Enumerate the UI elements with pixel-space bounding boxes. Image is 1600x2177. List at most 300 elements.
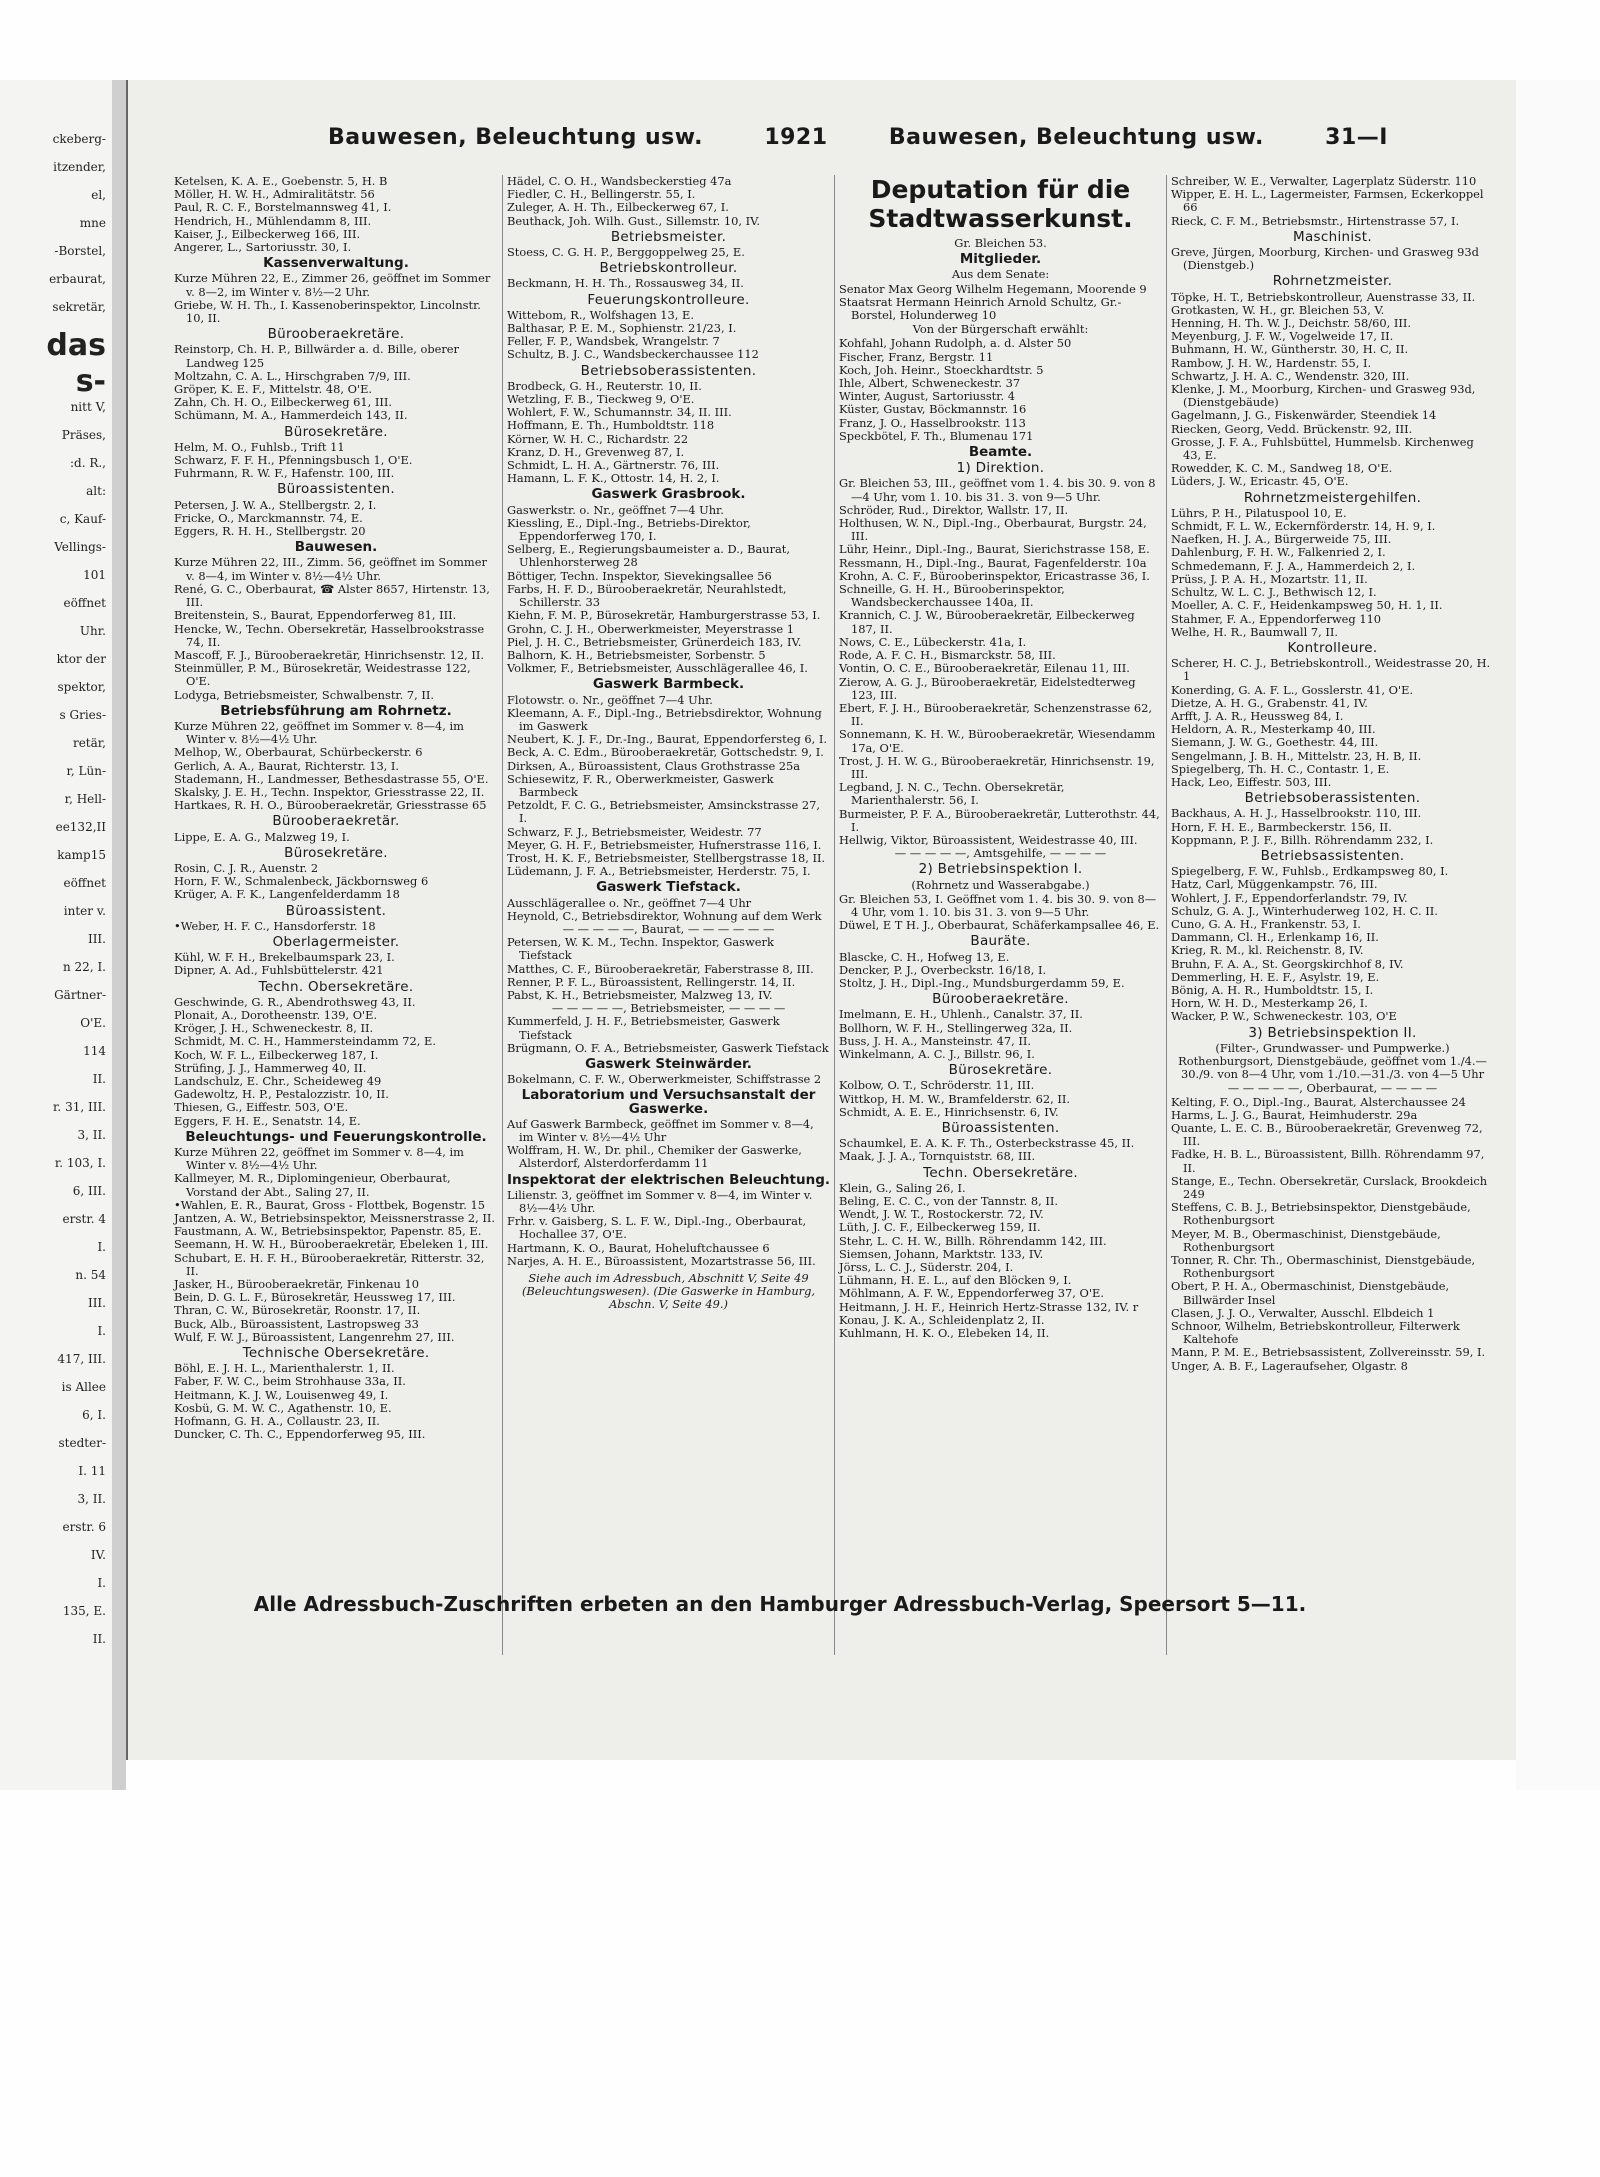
- directory-entry: Demmerling, H. E. F., Asylstr. 19, E.: [1171, 969, 1380, 984]
- directory-entry: Bokelmann, C. F. W., Oberwerkmeister, Schiffstrasse 2: [507, 1072, 822, 1087]
- directory-entry: Unger, A. B. F., Lageraufseher, Olgastr. 8: [1171, 1358, 1408, 1373]
- directory-entry: Rieck, C. F. M., Betriebsmstr., Hirtenstrasse 57, I.: [1171, 213, 1460, 228]
- previous-page-fragment: III.: [87, 932, 106, 946]
- directory-entry: Renner, P. F. L., Büroassistent, Rellingerstr. 14, II.: [507, 974, 796, 989]
- directory-entry: Beckmann, H. H. Th., Rossausweg 34, II.: [507, 276, 744, 291]
- directory-entry: Riecken, Georg, Vedd. Brückenstr. 92, III.: [1171, 421, 1413, 436]
- directory-entry: Eggers, F. H. E., Senatstr. 14, E.: [174, 1113, 361, 1128]
- directory-entry: Ressmann, H., Dipl.-Ing., Baurat, Fagenfelderstr. 10a: [839, 555, 1147, 570]
- sub-heading: (Filter-, Grundwasser- und Pumpwerke.) Rothenburgsort, Dienstgebäude, geöffnet vom 1./4.—30./9. von 8—4 Uhr, vom 1./10.—31./3. von 4—5 Uhr: [1178, 1040, 1487, 1082]
- directory-entry: Stademann, H., Landmesser, Bethesdastrasse 55, O'E.: [174, 771, 489, 786]
- directory-entry: Horn, F. H. E., Barmbeckerstr. 156, II.: [1171, 819, 1392, 834]
- previous-page-fragment: eöffnet: [63, 876, 106, 890]
- directory-entry: Stehr, L. C. H. W., Billh. Röhrendamm 142, III.: [839, 1233, 1107, 1248]
- directory-entry: Lüders, J. W., Ericastr. 45, O'E.: [1171, 474, 1349, 489]
- directory-entry: Fadke, H. B. L., Büroassistent, Billh. Röhrendamm 97, II.: [1171, 1147, 1485, 1175]
- previous-page-fragment: 6, III.: [72, 1184, 106, 1198]
- previous-page-fragment: Vellings-: [54, 540, 106, 554]
- directory-entry: Meyer, G. H. F., Betriebsmeister, Hufnerstrasse 116, I.: [507, 837, 822, 852]
- directory-entry: Quante, L. E. C. B., Bürooberaekretär, Grevenweg 72, III.: [1171, 1121, 1483, 1149]
- directory-entry: Buss, J. H. A., Mansteinstr. 47, II.: [839, 1033, 1031, 1048]
- previous-page-fragment: II.: [92, 1632, 106, 1646]
- section-heading: Bauräte.: [970, 933, 1031, 950]
- directory-entry: Konerding, G. A. F. L., Gosslerstr. 41, O'E.: [1171, 682, 1414, 697]
- directory-entry: Winter, August, Sartoriusstr. 4: [839, 389, 1015, 404]
- directory-entry: Petzoldt, F. C. G., Betriebsmeister, Amsinckstrasse 27, I.: [507, 798, 820, 826]
- column-container: [170, 175, 1500, 1655]
- directory-entry: Grosse, J. F. A., Fuhlsbüttel, Hummelsb. Kirchenweg 43, E.: [1171, 434, 1474, 463]
- directory-entry: Kühl, W. F. H., Brekelbaumspark 23, I.: [174, 950, 395, 965]
- previous-page-fragment: eöffnet: [63, 596, 106, 610]
- directory-entry: René, G. C., Oberbaurat, ☎ Alster 8657, Hirtenstr. 13, III.: [174, 581, 490, 610]
- section-heading: Büroassistent.: [285, 902, 387, 919]
- directory-entry: Kiessling, E., Dipl.-Ing., Betriebs-Direktor, Eppendorferweg 170, I.: [507, 515, 751, 544]
- directory-entry: Schmidt, L. H. A., Gärtnerstr. 76, III.: [507, 458, 720, 473]
- previous-page-fragment: alt:: [86, 484, 106, 498]
- directory-entry: Faber, F. W. C., beim Strohhause 33a, II.: [174, 1374, 406, 1389]
- directory-entry: Bönig, A. H. R., Humboldtstr. 15, I.: [1171, 982, 1374, 997]
- previous-page-fragment: nitt V,: [70, 400, 106, 414]
- directory-entry: Backhaus, A. H. J., Hasselbrookstr. 110, III.: [1171, 806, 1422, 821]
- directory-entry: Stoess, C. G. H. P., Berggoppelweg 25, E.: [507, 245, 745, 260]
- directory-entry: Beling, E. C. C., von der Tannstr. 8, II.: [839, 1194, 1059, 1209]
- directory-entry: Petersen, J. W. A., Stellbergstr. 2, I.: [174, 497, 377, 512]
- directory-entry: Dipner, A. Ad., Fuhlsbüttelerstr. 421: [174, 963, 384, 978]
- previous-page-fragment: :d. R.,: [69, 456, 106, 470]
- directory-entry: Horn, F. W., Schmalenbeck, Jäckbornsweg 6: [174, 874, 429, 889]
- directory-entry: Klenke, J. M., Moorburg, Kirchen- und Grasweg 93d, (Dienstgebäude): [1171, 382, 1476, 410]
- section-heading: Rohrnetzmeister.: [1272, 273, 1393, 290]
- directory-entry: Fuhrmann, R. W. F., Hafenstr. 100, III.: [174, 466, 395, 481]
- directory-entry: Dietze, A. H. G., Grabenstr. 41, IV.: [1171, 695, 1368, 710]
- directory-entry: Volkmer, F., Betriebsmeister, Ausschlägerallee 46, I.: [507, 661, 808, 676]
- directory-entry: Schmidt, M. C. H., Hammersteindamm 72, E.: [174, 1034, 436, 1049]
- directory-entry: Balthasar, P. E. M., Sophienstr. 21/23, I.: [507, 321, 737, 336]
- directory-entry: Wetzling, F. B., Tieckweg 9, O'E.: [507, 392, 695, 407]
- directory-entry: Thiesen, G., Eiffestr. 503, O'E.: [174, 1100, 349, 1115]
- directory-entry: Farbs, H. F. D., Bürooberaekretär, Neurahlstedt, Schillerstr. 33: [507, 581, 787, 610]
- directory-entry: Lüth, J. C. F., Eilbeckerweg 159, II.: [839, 1220, 1041, 1235]
- directory-entry: Seemann, H. W. H., Bürooberaekretär, Ebeleken 1, III.: [174, 1237, 489, 1252]
- directory-entry: Pabst, K. H., Betriebsmeister, Malzweg 13, IV.: [507, 987, 773, 1002]
- section-heading: Maschinist.: [1293, 228, 1372, 245]
- section-heading: Betriebsassistenten.: [1260, 847, 1405, 864]
- directory-entry: Rowedder, K. C. M., Sandweg 18, O'E.: [1171, 461, 1393, 476]
- directory-entry: Töpke, H. T., Betriebskontrolleur, Auenstrasse 33, II.: [1171, 289, 1476, 304]
- directory-entry: Mann, P. M. E., Betriebsassistent, Zollvereinsstr. 59, I.: [1171, 1345, 1486, 1360]
- directory-entry: Strüfing, J. J., Hammerweg 40, II.: [174, 1060, 367, 1075]
- column-2: [502, 175, 834, 1655]
- directory-entry: Henning, H. Th. W. J., Deichstr. 58/60, III.: [1171, 316, 1411, 331]
- directory-entry: Gr. Bleichen 53, III., geöffnet vom 1. 4. bis 30. 9. von 8—4 Uhr, vom 1. 10. bis 31. 3. von 9—5 Uhr.: [839, 476, 1156, 504]
- directory-entry: Ihle, Albert, Schweneckestr. 37: [839, 376, 1021, 391]
- previous-page-fragment: r. 31, III.: [53, 1100, 106, 1114]
- directory-entry: Jasker, H., Bürooberaekretär, Finkenau 10: [174, 1277, 419, 1292]
- directory-entry: Hellwig, Viktor, Büroassistent, Weidestrasse 40, III.: [839, 832, 1138, 847]
- previous-page-fragment: I.: [97, 1240, 106, 1254]
- directory-page: [126, 80, 1518, 1760]
- directory-entry: Schneille, G. H. H., Bürooberinspektor, Wandsbeckerchaussee 140a, II.: [839, 582, 1065, 610]
- previous-page-fragment: 417, III.: [57, 1352, 106, 1366]
- column-3: [834, 175, 1166, 1655]
- directory-entry: Wipper, E. H. L., Lagermeister, Farmsen, Eckerkoppel 66: [1171, 187, 1484, 215]
- directory-entry: Hädel, C. O. H., Wandsbeckerstieg 47a: [507, 175, 732, 188]
- directory-entry: Kurze Mühren 22, geöffnet im Sommer v. 8—4, im Winter v. 8½—4½ Uhr.: [174, 718, 464, 747]
- directory-entry: Harms, L. J. G., Baurat, Heimhuderstr. 29a: [1171, 1107, 1418, 1122]
- directory-entry: Bollhorn, W. F. H., Stellingerweg 32a, II.: [839, 1020, 1073, 1035]
- previous-page-fragment: el,: [91, 188, 106, 202]
- previous-page-fragment: is Allee: [61, 1380, 106, 1394]
- directory-entry: Hatz, Carl, Müggenkampstr. 76, III.: [1171, 877, 1378, 892]
- directory-entry: Brügmann, O. F. A., Betriebsmeister, Gaswerk Tiefstack: [507, 1040, 829, 1055]
- directory-entry: Schulz, G. A. J., Winterhuderweg 102, H. C. II.: [1171, 903, 1438, 918]
- previous-page-fragment: Präses,: [61, 428, 106, 442]
- page-header: [328, 125, 1388, 150]
- directory-entry: Steffens, C. B. J., Betriebsinspektor, Dienstgebäude, Rothenburgsort: [1171, 1200, 1471, 1228]
- directory-entry: Faustmann, A. W., Betriebsinspektor, Papenstr. 85, E.: [174, 1224, 482, 1239]
- directory-entry: Koch, W. F. L., Eilbeckerweg 187, I.: [174, 1047, 379, 1062]
- directory-entry: Rambow, J. H. W., Hardenstr. 55, I.: [1171, 355, 1372, 370]
- sub-heading: Von der Bürgerschaft erwählt:: [912, 322, 1089, 337]
- directory-entry: Heitmann, K. J. W., Louisenweg 49, I.: [174, 1387, 389, 1402]
- directory-entry: Speckbötel, F. Th., Blumenau 171: [839, 428, 1034, 443]
- header-year: 1921: [764, 125, 828, 150]
- previous-page-fragment: retär,: [72, 736, 106, 750]
- directory-entry: Jantzen, A. W., Betriebsinspektor, Meissnerstrasse 2, II.: [174, 1211, 495, 1226]
- directory-entry: Fricke, O., Marckmannstr. 74, E.: [174, 510, 363, 525]
- section-heading: 2) Betriebsinspektion I.: [918, 861, 1083, 878]
- section-heading-bold: Mitglieder.: [959, 251, 1042, 268]
- section-heading-bold: Gaswerk Steinwärder.: [585, 1056, 752, 1072]
- directory-entry: Holthusen, W. N., Dipl.-Ing., Oberbaurat, Burgstr. 24, III.: [839, 516, 1147, 544]
- directory-entry: Moeller, A. C. F., Heidenkampsweg 50, H. 1, II.: [1171, 598, 1443, 613]
- previous-page-fragment: n 22, I.: [63, 960, 106, 974]
- directory-entry: Ketelsen, K. A. E., Goebenstr. 5, H. B: [174, 175, 388, 188]
- section-heading: Bürooberaekretär.: [272, 813, 400, 830]
- section-heading-bold: Kassenverwaltung.: [263, 255, 409, 272]
- directory-entry: Wendt, J. W. T., Rostockerstr. 72, IV.: [839, 1207, 1044, 1222]
- directory-entry: Kummerfeld, J. H. F., Betriebsmeister, Gaswerk Tiefstack: [507, 1014, 780, 1042]
- previous-page-fragment: erstr. 4: [62, 1212, 106, 1226]
- directory-entry: Imelmann, E. H., Uhlenh., Canalstr. 37, II.: [839, 1007, 1083, 1022]
- directory-entry: Schröder, Rud., Direktor, Wallstr. 17, II.: [839, 502, 1069, 517]
- directory-entry: Lüdemann, J. F. A., Betriebsmeister, Herderstr. 75, I.: [507, 864, 811, 879]
- previous-page-fragment: 114: [83, 1044, 106, 1058]
- directory-entry: Stahmer, F. A., Eppendorferweg 110: [1171, 611, 1382, 626]
- previous-page-fragment: ckeberg-: [52, 132, 106, 146]
- directory-entry: Nows, C. E., Lübeckerstr. 41a, I.: [839, 634, 1027, 649]
- previous-page-fragment: s Gries-: [59, 708, 106, 722]
- directory-entry: Auf Gaswerk Barmbeck, geöffnet im Sommer v. 8—4, im Winter v. 8½—4½ Uhr: [507, 1116, 814, 1145]
- directory-entry: Lühmann, H. E. L., auf den Blöcken 9, I.: [839, 1273, 1072, 1288]
- directory-entry: Gröper, K. E. F., Mittelstr. 48, O'E.: [174, 382, 373, 397]
- directory-entry: Blascke, C. H., Hofweg 13, E.: [839, 949, 1010, 964]
- directory-entry: Prüss, J. P. A. H., Mozartstr. 11, II.: [1171, 571, 1368, 586]
- previous-page-fragment: I. 11: [78, 1464, 106, 1478]
- directory-entry: Grohn, C. J. H., Oberwerkmeister, Meyerstrasse 1: [507, 621, 795, 636]
- directory-entry: Flotowstr. o. Nr., geöffnet 7—4 Uhr.: [507, 692, 713, 707]
- section-heading: Bürooberaekretäre.: [932, 991, 1069, 1008]
- header-right: Bauwesen, Beleuchtung usw.: [888, 125, 1264, 150]
- directory-entry: Sengelmann, J. B. H., Mittelstr. 23, H. B, II.: [1171, 748, 1422, 763]
- directory-entry: Landschulz, E. Chr., Scheideweg 49: [174, 1074, 382, 1088]
- previous-page-fragment: erstr. 6: [62, 1520, 106, 1534]
- directory-entry: Lodyga, Betriebsmeister, Schwalbenstr. 7, II.: [174, 687, 434, 702]
- directory-entry: Schwartz, J. H. A. C., Wendenstr. 320, III.: [1171, 368, 1410, 383]
- previous-page-fragment: 135, E.: [62, 1604, 106, 1618]
- section-heading: Rohrnetzmeistergehilfen.: [1243, 489, 1422, 506]
- previous-page-fragment: -Borstel,: [54, 244, 106, 258]
- directory-entry: Plonait, A., Dorotheenstr. 139, O'E.: [174, 1007, 378, 1022]
- previous-page-fragment: I.: [97, 1576, 106, 1590]
- directory-entry: Buck, Alb., Büroassistent, Lastropsweg 33: [174, 1316, 419, 1331]
- directory-entry: Helm, M. O., Fuhlsb., Trift 11: [174, 439, 345, 454]
- directory-entry: Kurze Mühren 22, geöffnet im Sommer v. 8—4, im Winter v. 8½—4½ Uhr.: [174, 1145, 464, 1173]
- previous-page-fragment: s-: [75, 364, 106, 399]
- directory-entry: Fischer, Franz, Bergstr. 11: [839, 349, 994, 364]
- directory-entry: Schultz, W. L. C. J., Bethwisch 12, I.: [1171, 585, 1377, 600]
- directory-entry: Schultz, B. J. C., Wandsbeckerchaussee 112: [507, 347, 759, 362]
- directory-entry: Tonner, R. Chr. Th., Obermaschinist, Dienstgebäude, Rothenburgsort: [1171, 1253, 1476, 1281]
- directory-entry: Neubert, K. J. F., Dr.-Ing., Baurat, Eppendorfersteg 6, I.: [507, 732, 827, 747]
- directory-entry: Thran, C. W., Bürosekretär, Roonstr. 17, II.: [174, 1303, 421, 1318]
- previous-page-fragment: inter v.: [63, 904, 106, 918]
- directory-entry: Wulf, F. W. J., Büroassistent, Langenrehm 27, III.: [174, 1329, 455, 1344]
- directory-entry: Winkelmann, A. C. J., Billstr. 96, I.: [839, 1046, 1035, 1061]
- directory-entry: Krohn, A. C. F., Bürooberinspektor, Ericastrasse 36, I.: [839, 568, 1150, 583]
- section-heading: Büroassistenten.: [941, 1120, 1060, 1136]
- previous-page-fragment: 3, II.: [77, 1492, 106, 1506]
- directory-entry: Kohfahl, Johann Rudolph, a. d. Alster 50: [839, 336, 1072, 351]
- section-heading: Kontrolleure.: [1287, 639, 1378, 656]
- directory-entry: Scherer, H. C. J., Betriebskontroll., Weidestrasse 20, H. 1: [1171, 656, 1491, 684]
- directory-entry: Gadewoltz, H. P., Pestalozzistr. 10, II.: [174, 1087, 389, 1102]
- directory-entry: Meyenburg, J. F. W., Vogelweide 17, II.: [1171, 329, 1394, 344]
- previous-page-fragment: Gärtner-: [54, 988, 106, 1002]
- directory-entry: Geschwinde, G. R., Abendrothsweg 43, II.: [174, 994, 416, 1009]
- previous-page-fragment: r, Hell-: [64, 792, 106, 806]
- directory-entry: Siemsen, Johann, Marktstr. 133, IV.: [839, 1246, 1044, 1261]
- directory-entry: Dahlenburg, F. H. W., Falkenried 2, I.: [1171, 545, 1386, 560]
- directory-entry: Kranz, D. H., Grevenweg 87, I.: [507, 444, 685, 459]
- directory-entry: Gr. Bleichen 53, I. Geöffnet vom 1. 4. bis 30. 9. von 8—4 Uhr, vom 1. 10. bis 31. 3. von 9—5 Uhr.: [839, 891, 1157, 919]
- sub-heading: (Rohrnetz und Wasserabgabe.): [911, 877, 1090, 892]
- directory-entry: Maak, J. J. A., Tornquiststr. 68, III.: [839, 1149, 1036, 1164]
- directory-entry: Schnoor, Wilhelm, Betriebskontrolleur, Filterwerk Kaltehofe: [1171, 1319, 1460, 1347]
- book-gutter: [112, 80, 126, 1790]
- section-heading: Betriebskontrolleur.: [599, 260, 738, 277]
- directory-entry: Breitenstein, S., Baurat, Eppendorferweg 81, III.: [174, 608, 457, 623]
- previous-page-fragment: erbaurat,: [49, 272, 106, 286]
- section-heading: Oberlagermeister.: [272, 933, 400, 950]
- previous-page-fragment: I.: [97, 1324, 106, 1338]
- directory-entry: Böhl, E. J. H. L., Marienthalerstr. 1, II.: [174, 1361, 395, 1376]
- directory-entry: Hartkaes, R. H. O., Bürooberaekretär, Griesstrasse 65: [174, 798, 487, 813]
- directory-entry: Selberg, E., Regierungsbaumeister a. D., Baurat, Uhlenhorsterweg 28: [507, 542, 791, 570]
- directory-entry: Hofmann, G. H. A., Collaustr. 23, II.: [174, 1414, 380, 1429]
- directory-entry: Heldorn, A. R., Mesterkamp 40, III.: [1171, 722, 1376, 737]
- directory-entry: Obert, P. H. A., Obermaschinist, Dienstgebäude, Billwärder Insel: [1171, 1279, 1450, 1307]
- directory-entry: Narjes, A. H. E., Büroassistent, Mozartstrasse 56, III.: [507, 1253, 816, 1268]
- directory-entry: Grotkasten, W. H., gr. Bleichen 53, V.: [1171, 302, 1385, 317]
- directory-entry: Ausschlägerallee o. Nr., geöffnet 7—4 Uhr: [507, 895, 752, 910]
- directory-entry: Welhe, H. R., Baumwall 7, II.: [1171, 624, 1338, 639]
- publisher-footer: Alle Adressbuch-Zuschriften erbeten an den Hamburger Adressbuch-Verlag, Speersort 5—11.: [253, 1592, 1307, 1616]
- directory-entry: Gagelmann, J. G., Fiskenwärder, Steendiek 14: [1171, 408, 1437, 423]
- section-heading-bold: Bauwesen.: [294, 539, 378, 556]
- directory-entry: Trost, J. H. W. G., Bürooberaekretär, Hinrichsenstr. 19, III.: [839, 753, 1155, 781]
- section-heading: Techn. Obersekretäre.: [258, 978, 414, 995]
- directory-entry: Greve, Jürgen, Moorburg, Kirchen- und Grasweg 93d (Dienstgeb.): [1171, 245, 1479, 273]
- directory-entry: Dammann, Cl. H., Erlenkamp 16, II.: [1171, 930, 1379, 945]
- directory-entry: Meyer, M. B., Obermaschinist, Dienstgebäude, Rothenburgsort: [1171, 1226, 1441, 1254]
- previous-page-fragment: Uhr.: [79, 624, 106, 638]
- directory-entry: Duncker, C. Th. C., Eppendorferweg 95, III.: [174, 1427, 426, 1442]
- section-heading: 1) Direktion.: [956, 460, 1045, 477]
- directory-entry: Lühr, Heinr., Dipl.-Ing., Baurat, Sierichstrasse 158, E.: [839, 542, 1150, 557]
- directory-entry: Fiedler, C. H., Bellingerstr. 55, I.: [507, 187, 696, 202]
- section-heading-bold: Laboratorium und Versuchsanstalt der Gaswerke.: [521, 1087, 816, 1117]
- section-heading: Betriebsoberassistenten.: [1244, 790, 1421, 807]
- previous-page-fragment: ee132,II: [55, 820, 106, 834]
- directory-entry: Paul, R. C. F., Borstelmannsweg 41, I.: [174, 200, 392, 215]
- directory-entry: Küster, Gustav, Böckmannstr. 16: [839, 402, 1027, 417]
- directory-entry: Klein, G., Saling 26, I.: [839, 1180, 966, 1195]
- directory-entry: Schmidt, A. E. E., Hinrichsenstr. 6, IV.: [839, 1104, 1059, 1119]
- directory-entry: Möller, H. W. H., Admiralitätstr. 56: [174, 187, 375, 202]
- directory-entry: Wacker, P. W., Schweneckestr. 103, O'E: [1171, 1009, 1397, 1024]
- directory-entry: Legband, J. N. C., Techn. Obersekretär, Marienthalerstr. 56, I.: [839, 780, 1065, 808]
- section-heading: Feuerungskontrolleure.: [587, 291, 750, 308]
- directory-entry: Beuthack, Joh. Wilh. Gust., Sillemstr. 10, IV.: [507, 213, 760, 228]
- sub-heading: Gr. Bleichen 53.: [954, 236, 1047, 250]
- previous-page-fragment: stedter-: [58, 1436, 106, 1450]
- previous-page-fragment: spektor,: [57, 680, 106, 694]
- previous-page-fragment: r. 103, I.: [54, 1156, 106, 1170]
- directory-entry: Kallmeyer, M. R., Diplomingenieur, Oberbaurat, Vorstand der Abt., Saling 27, II.: [174, 1171, 451, 1199]
- directory-entry: Koch, Joh. Heinr., Stoeckhardtstr. 5: [839, 362, 1044, 377]
- directory-entry: Clasen, J. J. O., Verwalter, Ausschl. Elbdeich 1: [1171, 1305, 1435, 1320]
- previous-page-fragment: 101: [83, 568, 106, 582]
- directory-entry: Schümann, M. A., Hammerdeich 143, II.: [174, 408, 408, 423]
- directory-entry: Lippe, E. A. G., Malzweg 19, I.: [174, 829, 350, 844]
- directory-entry: Spiegelberg, Th. H. C., Contastr. 1, E.: [1171, 761, 1390, 776]
- directory-entry: Kiehn, F. M. P., Bürosekretär, Hamburgerstrasse 53, I.: [507, 608, 821, 623]
- section-heading-bold: Gaswerk Tiefstack.: [596, 879, 741, 896]
- previous-page-fragment: ktor der: [56, 652, 106, 666]
- directory-entry: Dirksen, A., Büroassistent, Claus Grothstrasse 25a: [507, 758, 801, 773]
- directory-entry: Naefken, H. J. A., Bürgerweide 75, III.: [1171, 532, 1392, 547]
- directory-entry: Zahn, Ch. H. O., Eilbeckerweg 61, III.: [174, 395, 392, 410]
- directory-entry: Balhorn, K. H., Betriebsmeister, Sorbenstr. 5: [507, 647, 766, 662]
- previous-page-fragment: kamp15: [57, 848, 106, 862]
- directory-entry: Kleemann, A. F., Dipl.-Ing., Betriebsdirektor, Wohnung im Gaswerk: [507, 705, 822, 733]
- directory-entry: Buhmann, H. W., Güntherstr. 30, H. C, II.: [1171, 342, 1409, 357]
- vacant-position-line: — — — — —, Betriebsmeister, — — — —: [551, 1001, 786, 1016]
- directory-entry: Franz, J. O., Hasselbrookstr. 113: [839, 415, 1026, 430]
- directory-entry: Siemann, J. W. G., Goethestr. 44, III.: [1171, 735, 1379, 750]
- directory-entry: Stange, E., Techn. Obersekretär, Curslack, Brookdeich 249: [1171, 1173, 1488, 1202]
- directory-entry: Schreiber, W. E., Verwalter, Lagerplatz Süderstr. 110: [1171, 175, 1477, 188]
- directory-entry: Schwarz, F. F. H., Pfenningsbusch 1, O'E.: [174, 453, 413, 468]
- cross-reference-note: Siehe auch im Adressbuch, Abschnitt V, Seite 49 (Beleuchtungswesen). (Die Gaswerke in Hamburg, Abschn. V, Seite 49.): [521, 1271, 816, 1312]
- directory-entry: Zierow, A. G. J., Bürooberaekretär, Eidelstedterweg 123, III.: [839, 674, 1136, 702]
- directory-entry: Heitmann, J. H. F., Heinrich Hertz-Strasse 132, IV. r: [839, 1299, 1139, 1314]
- directory-entry: Wohlert, F. W., Schumannstr. 34, II. III.: [507, 405, 732, 420]
- directory-entry: Schiesewitz, F. R., Oberwerkmeister, Gaswerk Barmbeck: [507, 771, 774, 799]
- previous-page-fragment: O'E.: [80, 1016, 106, 1030]
- directory-entry: Angerer, L., Sartoriusstr. 30, I.: [174, 240, 352, 255]
- directory-entry: Kaiser, J., Eilbeckerweg 166, III.: [174, 226, 361, 241]
- directory-entry: Beck, A. C. Edm., Bürooberaekretär, Gottschedstr. 9, I.: [507, 745, 824, 760]
- directory-entry: Hendrich, H., Mühlendamm 8, III.: [174, 213, 372, 228]
- header-left: Bauwesen, Beleuchtung usw.: [328, 125, 704, 150]
- deputation-title: Deputation für die Stadtwasserkunst.: [868, 175, 1133, 233]
- directory-entry: •Weber, H. F. C., Hansdorferstr. 18: [174, 918, 376, 933]
- directory-entry: Burmeister, P. F. A., Bürooberaekretär, Lutterothstr. 44, I.: [839, 806, 1160, 834]
- directory-entry: Schmidt, F. L. W., Eckernförderstr. 14, H. 9, I.: [1171, 519, 1436, 534]
- directory-entry: Krüger, A. F. K., Langenfelderdamm 18: [174, 887, 400, 902]
- directory-entry: Hamann, L. F. K., Ottostr. 14, H. 2, I.: [507, 471, 720, 486]
- directory-entry: Kosbü, G. M. W. C., Agathenstr. 10, E.: [174, 1400, 392, 1415]
- directory-entry: Sonnemann, K. H. W., Bürooberaekretär, Wiesendamm 17a, O'E.: [839, 727, 1156, 755]
- directory-entry: Matthes, C. F., Bürooberaekretär, Faberstrasse 8, III.: [507, 961, 814, 976]
- section-heading: Bürosekretäre.: [284, 844, 388, 861]
- previous-page-fragment: III.: [87, 1296, 106, 1310]
- directory-entry: Horn, W. H. D., Mesterkamp 26, I.: [1171, 996, 1368, 1011]
- directory-entry: Steinmüller, P. M., Bürosekretär, Weidestrasse 122, O'E.: [174, 661, 471, 689]
- directory-entry: Piel, J. H. C., Betriebsmeister, Grünerdeich 183, IV.: [507, 634, 802, 649]
- directory-entry: Hencke, W., Techn. Obersekretär, Hasselbrookstrasse 74, II.: [174, 621, 485, 649]
- directory-entry: Schmedemann, F. J. A., Hammerdeich 2, I.: [1171, 558, 1416, 573]
- directory-entry: Cuno, G. A. H., Frankenstr. 53, I.: [1171, 916, 1361, 931]
- directory-entry: Düwel, E T H. J., Oberbaurat, Schäferkampsallee 46, E.: [839, 918, 1160, 933]
- previous-page-fragment: 3, II.: [77, 1128, 106, 1142]
- directory-entry: Stoltz, J. H., Dipl.-Ing., Mundsburgerdamm 59, E.: [839, 975, 1125, 990]
- section-heading: Technische Obersekretäre.: [242, 1345, 430, 1362]
- previous-page-fragment: mne: [79, 216, 106, 230]
- previous-page-fragment: r, Lün-: [66, 764, 106, 778]
- directory-entry: Körner, W. H. C., Richardstr. 22: [507, 431, 689, 446]
- directory-entry: Bein, D. G. L. F., Bürosekretär, Heussweg 17, III.: [174, 1290, 456, 1305]
- directory-entry: Trost, H. K. F., Betriebsmeister, Stellbergstrasse 18, II.: [507, 850, 826, 865]
- directory-entry: Schubart, E. H. F. H., Bürooberaekretär, Ritterstr. 32, II.: [174, 1250, 485, 1278]
- previous-page-fragment: II.: [92, 1072, 106, 1086]
- directory-entry: Moltzahn, C. A. L., Hirschgraben 7/9, III.: [174, 368, 411, 383]
- vacant-position-line: — — — — —, Baurat, — — — — — —: [562, 921, 775, 936]
- directory-entry: Gerlich, A. A., Baurat, Richterstr. 13, I.: [174, 758, 400, 773]
- directory-entry: Brodbeck, G. H., Reuterstr. 10, II.: [507, 378, 702, 393]
- directory-entry: Kurze Mühren 22, III., Zimm. 56, geöffnet im Sommer v. 8—4, im Winter v. 8½—4½ Uhr.: [174, 555, 487, 583]
- directory-entry: Skalsky, J. E. H., Techn. Inspektor, Griesstrasse 22, II.: [174, 784, 485, 799]
- section-heading: Betriebsoberassistenten.: [580, 362, 757, 379]
- directory-entry: Zuleger, A. H. Th., Eilbeckerweg 67, I.: [507, 200, 729, 215]
- previous-page-fragment: das: [46, 328, 106, 363]
- directory-entry: Kolbow, O. T., Schröderstr. 11, III.: [839, 1078, 1035, 1093]
- directory-entry: Hartmann, K. O., Baurat, Hoheluftchaussee 6: [507, 1240, 770, 1255]
- directory-entry: Lührs, P. H., Pilatuspool 10, E.: [1171, 505, 1347, 520]
- previous-page-fragment: n. 54: [75, 1268, 106, 1282]
- directory-entry: Wittkop, H. M. W., Bramfelderstr. 62, II.: [839, 1091, 1070, 1106]
- directory-entry: Hoffmann, E. Th., Humboldtstr. 118: [507, 418, 715, 433]
- directory-entry: Kurze Mühren 22, E., Zimmer 26, geöffnet im Sommer v. 8—2, im Winter v. 8½—2 Uhr.: [174, 271, 491, 299]
- directory-entry: Rosin, C. J. R., Auenstr. 2: [174, 860, 319, 875]
- directory-entry: Schwarz, F. J., Betriebsmeister, Weidestr. 77: [507, 824, 762, 839]
- section-heading: Bürosekretäre.: [284, 423, 388, 440]
- previous-page-fragment: itzender,: [53, 160, 106, 174]
- scan-margin: [1516, 80, 1600, 1790]
- directory-entry: Staatsrat Hermann Heinrich Arnold Schultz, Gr.-Borstel, Holunderweg 10: [839, 294, 1122, 323]
